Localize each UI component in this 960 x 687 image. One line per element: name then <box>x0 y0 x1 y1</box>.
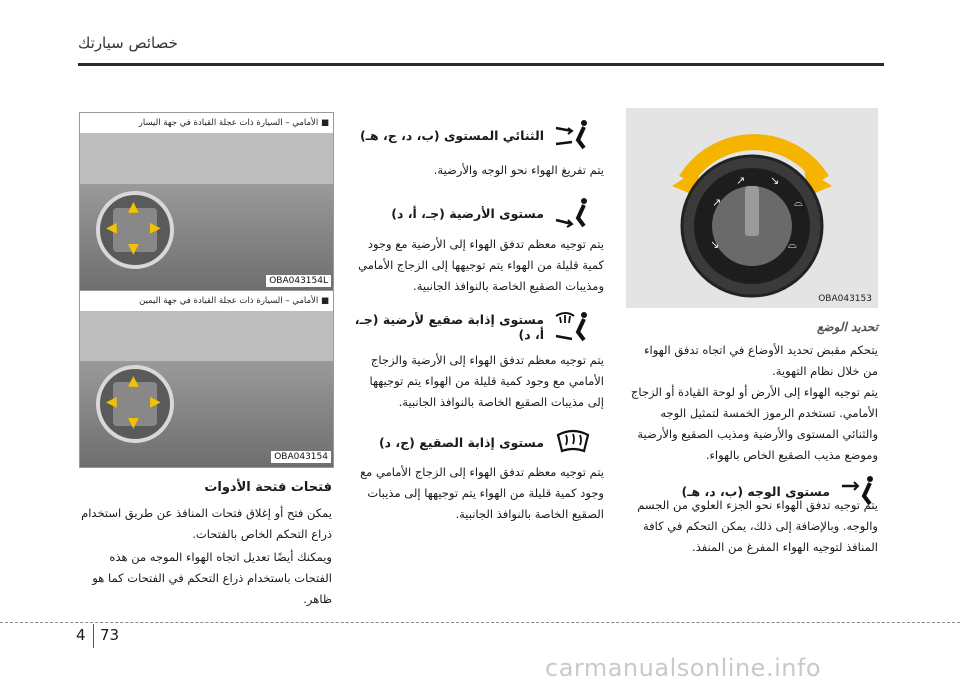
paragraph: يتم تفريغ الهواء نحو الوجه والأرضية. <box>433 163 604 177</box>
photo-caption: ■ الأمامي – السيارة ذات عجلة القيادة في جهة اليمين <box>80 291 333 311</box>
mode-floor-heading <box>352 196 592 230</box>
paragraph: يتم توجيه معظم تدفق الهواء إلى الأرضية والزجاج الأمامي مع وجود كمية قليلة من الهواء يتم توجيهها إلى مذيبات الصقيع الخاصة بالنوافذ الجانبية. <box>369 353 604 409</box>
svg-text:↘: ↘ <box>770 174 780 187</box>
svg-text:↗: ↗ <box>712 196 722 209</box>
dashboard-photo-left-hand-drive <box>79 112 334 292</box>
svg-text:⌓: ⌓ <box>794 196 803 209</box>
svg-text:↘: ↘ <box>710 238 720 251</box>
image-code: OBA043153 <box>818 294 872 304</box>
bilevel-mode-icon <box>554 118 592 152</box>
mode-label: مستوى إذابة الصقيع (ج، د) <box>378 434 544 450</box>
mode-knob-illustration <box>626 108 878 308</box>
svg-text:↗: ↗ <box>736 174 746 187</box>
svg-text:⌓: ⌓ <box>788 238 797 251</box>
mode-floor-defrost-heading <box>352 310 592 344</box>
air-vent-icon: ▲ ▼ ◀ ▶ <box>96 191 174 269</box>
defrost-mode-icon <box>554 425 592 459</box>
dashboard-photo-right-hand-drive <box>79 290 334 468</box>
mode-bilevel-heading <box>352 118 592 152</box>
air-vent-icon: ▲ ▼ ◀ ▶ <box>96 365 174 443</box>
paragraph: يتم توجيه الهواء إلى الأرض أو لوحة القيادة أو الزجاج الأمامي. تستخدم الرموز الخمسة لتمثيل الوجه والثنائي المستوى والأرضية ومذيب الصقيع والأرضية وموضع مذيب الصقيع الخاص بالهواء. <box>630 385 878 462</box>
paragraph: يتحكم مقبض تحديد الأوضاع في اتجاه تدفق الهواء من خلال نظام التهوية. <box>644 343 878 378</box>
footer-divider <box>0 622 960 623</box>
page-number-divider <box>93 624 94 648</box>
page-number: 73 <box>100 626 120 644</box>
chapter-number: 4 <box>76 626 86 644</box>
subtitle-mode-selection: تحديد الوضع <box>817 320 878 334</box>
page-header-title: خصائص سيارتك <box>78 34 178 52</box>
paragraph: يتم توجيه تدفق الهواء نحو الجزء العلوي من الجسم والوجه. وبالإضافة إلى ذلك، يمكن التحكم في كافة المنافذ لتوجيه الهواء المفرغ من المنفذ. <box>637 498 878 554</box>
image-code: OBA043154 <box>271 451 331 463</box>
paragraph: يمكن فتح أو إغلاق فتحات المنافذ عن طريق استخدام ذراع التحكم الخاص بالفتحات. <box>81 506 332 541</box>
image-code: OBA043154L <box>266 275 331 287</box>
photo-caption: ■ الأمامي – السيارة ذات عجلة القيادة في جهة اليسار <box>80 113 333 133</box>
paragraph: ويمكنك أيضًا تعديل اتجاه الهواء الموجه من هذه الفتحات باستخدام ذراع التحكم في الفتحات كما هو ظاهر. <box>92 550 332 606</box>
watermark: carmanualsonline.info <box>545 654 822 682</box>
header-divider <box>78 63 884 66</box>
section-title-vents: فتحات فتحة الأدوات <box>204 480 332 495</box>
mode-label: مستوى إذابة صقيع لأرضية (جـ، أ، د) <box>354 312 544 342</box>
paragraph: يتم توجيه معظم تدفق الهواء إلى الزجاج الأمامي مع وجود كمية قليلة من الهواء يتم توجيهها إلى مذيبات الصقيع الخاصة بالنوافذ الجانبية. <box>360 465 604 521</box>
mode-defrost-heading <box>352 425 592 459</box>
mode-label: مستوى الوجه (ب، د، هـ) <box>681 483 830 499</box>
floor-mode-icon <box>554 196 592 230</box>
floor-defrost-mode-icon <box>554 310 592 344</box>
paragraph: يتم توجيه معظم تدفق الهواء إلى الأرضية مع وجود كمية قليلة من الهواء يتم توجيهها إلى الزجاج الأمامي ومذيبات الصقيع الخاصة بالنوافذ الجانبية. <box>358 237 604 293</box>
mode-label: الثنائي المستوى (ب، د، ج، هـ) <box>359 127 544 143</box>
mode-selection-knob-image <box>626 108 878 308</box>
mode-label: مستوى الأرضية (جـ، أ، د) <box>391 205 544 221</box>
